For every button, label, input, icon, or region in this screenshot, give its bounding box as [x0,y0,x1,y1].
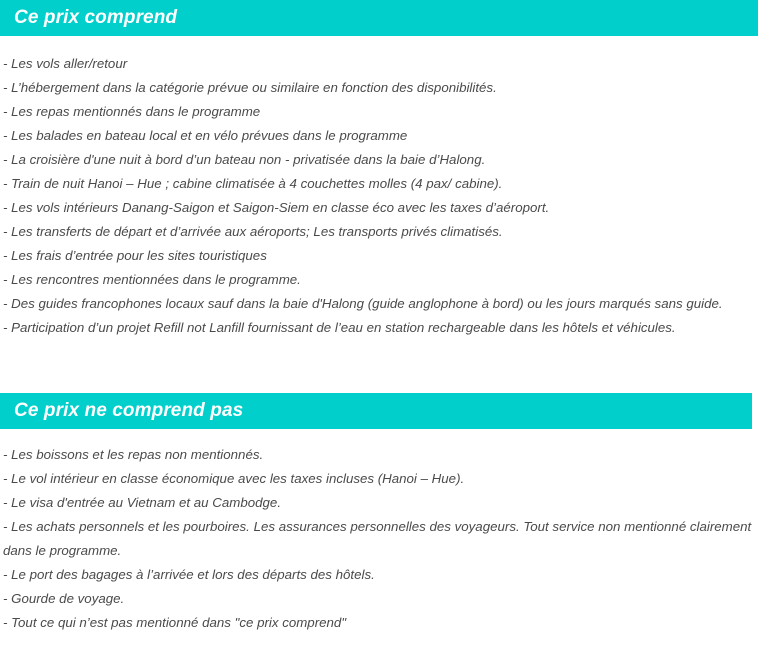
list-item: - Le visa d'entrée au Vietnam et au Cambodge. [3,495,282,510]
list-item: - Les repas mentionnés dans le programme [3,104,261,119]
list-item: - Train de nuit Hanoi – Hue ; cabine climatisée à 4 couchettes molles (4 pax/ cabine). [3,176,503,191]
section-header-not-included: Ce prix ne comprend pas [0,393,752,429]
list-item: - Les rencontres mentionnées dans le programme. [3,272,301,287]
list-item: - Les vols intérieurs Danang-Saigon et Saigon-Siem en classe éco avec les taxes d’aéroport. [3,200,550,215]
list-item: - L’hébergement dans la catégorie prévue ou similaire en fonction des disponibilités. [3,80,497,95]
list-item: - Les transferts de départ et d’arrivée aux aéroports; Les transports privés climatisés. [3,224,503,239]
list-item: - Tout ce qui n’est pas mentionné dans "ce prix comprend" [3,615,347,630]
spacer [0,340,758,393]
list-item: - Les vols aller/retour [3,56,128,71]
section-body-not-included [0,443,758,635]
list-item: - Le vol intérieur en classe économique avec les taxes incluses (Hanoi – Hue). [3,471,465,486]
list-item: - Gourde de voyage. [3,591,125,606]
list-item: - Les boissons et les repas non mentionnés. [3,447,264,462]
list-item: - Les frais d’entrée pour les sites touristiques [3,248,267,263]
list-item: - Participation d’un projet Refill not Lanfill fournissant de l’eau en station rechargeable dans les hôtels et véhicules. [3,320,676,335]
list-item: - Les achats personnels et les pourboires. Les assurances personnelles des voyageurs. Tout service non mentionné clairement dans le programme. [3,519,755,558]
list-item: - Des guides francophones locaux sauf dans la baie d'Halong (guide anglophone à bord) ou les jours marqués sans guide. [3,296,723,311]
section-header-included: Ce prix comprend [0,0,758,36]
spacer [0,36,758,52]
list-item: - Les balades en bateau local et en vélo prévues dans le programme [3,128,408,143]
list-item: - La croisière d'une nuit à bord d’un bateau non - privatisée dans la baie d’Halong. [3,152,486,167]
list-item: - Le port des bagages à l’arrivée et lors des départs des hôtels. [3,567,375,582]
spacer [0,429,758,443]
section-body-included [0,52,758,340]
